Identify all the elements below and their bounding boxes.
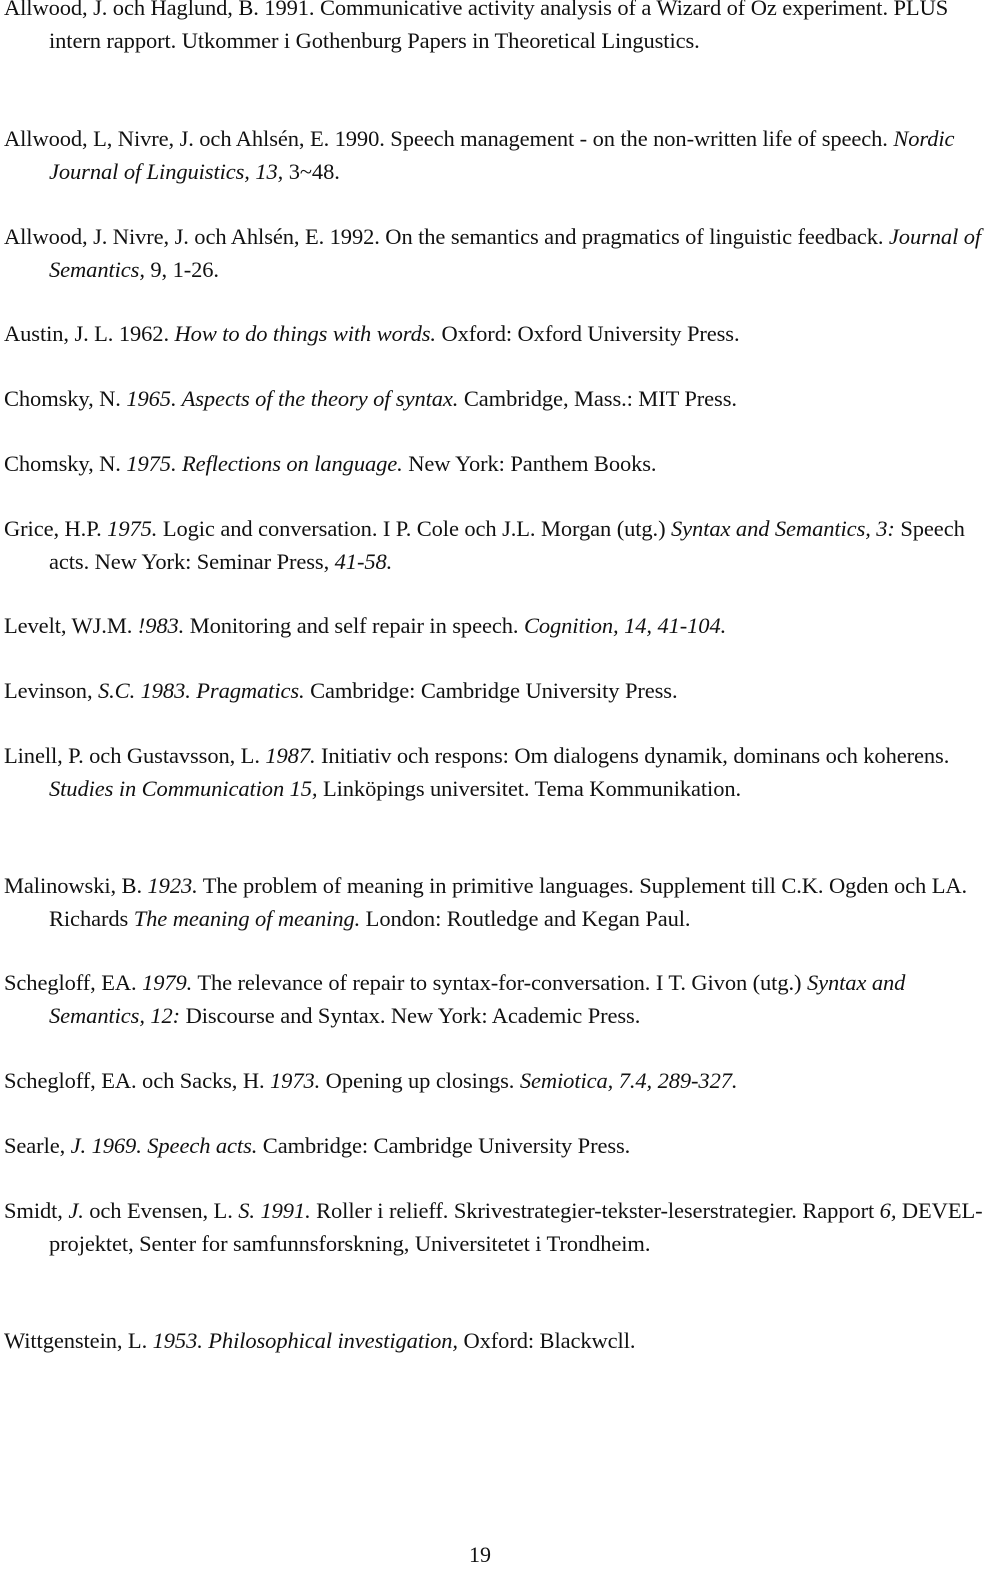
reference-text: Linell, P. och Gustavsson, L.	[4, 743, 266, 768]
reference-text: Oxford: Oxford University Press.	[435, 321, 740, 346]
reference-entry	[4, 0, 999, 57]
reference-entry	[4, 1195, 999, 1260]
reference-entry	[4, 740, 999, 805]
reference-italic-text: J.	[68, 1198, 84, 1223]
reference-text: Monitoring and self repair in speech.	[184, 613, 524, 638]
reference-text: Austin, J. L. 1962.	[4, 321, 175, 346]
reference-text: Logic and conversation. I P. Cole och J.L. Morgan (utg.)	[157, 516, 672, 541]
reference-italic-text: S. 1991.	[238, 1198, 311, 1223]
reference-italic-text: J. 1969. Speech acts.	[70, 1133, 258, 1158]
reference-text: Schegloff, EA.	[4, 970, 143, 995]
reference-text: Chomsky, N.	[4, 386, 127, 411]
reference-text: Schegloff, EA. och Sacks, H.	[4, 1068, 271, 1093]
reference-italic-text: The meaning of meaning.	[133, 905, 361, 931]
reference-entry	[4, 1065, 999, 1098]
reference-text: Levinson,	[4, 678, 98, 703]
reference-italic-text: 6,	[879, 1198, 897, 1223]
reference-italic-text: 41-58.	[334, 548, 393, 574]
reference-italic-text: 1953. Philosophical investigation,	[152, 1328, 458, 1353]
reference-text: The relevance of repair to syntax-for-conversation. I T. Givon (utg.)	[192, 970, 807, 995]
reference-text: Searle,	[4, 1133, 71, 1158]
reference-text: Chomsky, N.	[4, 451, 127, 476]
page-number: 19	[469, 1542, 491, 1567]
reference-italic-text: 1975.	[107, 516, 158, 541]
reference-italic-text: Journal of Semantics,	[49, 224, 982, 282]
reference-entry	[4, 318, 999, 351]
reference-italic-text: 1975. Reflections on language.	[126, 451, 403, 476]
reference-entry	[4, 383, 999, 416]
reference-text: Grice, H.P.	[4, 516, 108, 541]
reference-text: Allwood, J. och Haglund, B. 1991. Communicative activity analysis of a Wizard of Oz experiment. PLUS intern rapport. Utkommer i Gothenburg Papers in Theoretical Lingustics.	[4, 0, 949, 53]
reference-text: Malinowski, B.	[4, 873, 148, 898]
reference-italic-text: 1979.	[142, 970, 193, 995]
reference-italic-text: 1923.	[147, 873, 198, 898]
reference-text: Allwood, L, Nivre, J. och Ahlsén, E. 1990. Speech management - on the non-written life of speech.	[4, 126, 894, 151]
reference-text: Wittgenstein, L.	[4, 1328, 153, 1353]
reference-italic-text: Nordic Journal of Linguistics, 13,	[49, 126, 955, 184]
reference-italic-text: Semiotica, 7.4, 289-327.	[519, 1068, 738, 1093]
reference-italic-text: How to do things with words.	[174, 321, 436, 346]
reference-entry	[4, 610, 999, 643]
reference-italic-text: Syntax and Semantics, 3:	[671, 516, 895, 541]
reference-text: DEVEL-projektet, Senter for samfunnsforskning, Universitetet i Trondheim.	[49, 1198, 983, 1256]
reference-entry	[4, 1325, 999, 1358]
reference-entry	[4, 675, 999, 708]
reference-text: New York: Panthem Books.	[402, 451, 657, 476]
reference-italic-text: Studies in Communication 15,	[49, 775, 318, 801]
reference-text: Oxford: Blackwcll.	[457, 1328, 636, 1353]
reference-italic-text: !983.	[137, 613, 185, 638]
reference-entry	[4, 513, 999, 578]
reference-text: Smidt,	[4, 1198, 69, 1223]
reference-text: London: Routledge and Kegan Paul.	[360, 905, 691, 931]
reference-text: Cambridge, Mass.: MIT Press.	[458, 386, 737, 411]
reference-entry	[4, 123, 999, 188]
reference-text: 3~48.	[283, 158, 340, 184]
reference-entry	[4, 1130, 999, 1163]
reference-entry	[4, 870, 999, 935]
reference-text: och Evensen, L.	[83, 1198, 239, 1223]
reference-text: The problem of meaning in primitive languages. Supplement till C.K. Ogden och LA. Richards	[49, 873, 968, 931]
reference-italic-text: Cognition, 14, 41-104.	[523, 613, 727, 638]
reference-text: Cambridge: Cambridge University Press.	[304, 678, 678, 703]
reference-text: Speech acts. New York: Seminar Press,	[49, 516, 965, 574]
reference-italic-text: S.C. 1983. Pragmatics.	[98, 678, 305, 703]
reference-italic-text: 1965. Aspects of the theory of syntax.	[126, 386, 459, 411]
reference-text: Allwood, J. Nivre, J. och Ahlsén, E. 1992. On the semantics and pragmatics of linguistic feedback.	[4, 224, 889, 249]
reference-text: Opening up closings.	[320, 1068, 520, 1093]
reference-text: Cambridge: Cambridge University Press.	[257, 1133, 631, 1158]
reference-text: Linköpings universitet. Tema Kommunikation.	[317, 775, 742, 801]
reference-text: Roller i relieff. Skrivestrategier-tekster-leserstrategier. Rapport	[310, 1198, 880, 1223]
reference-text: 9, 1-26.	[144, 256, 219, 282]
reference-text: Levelt, WJ.M.	[4, 613, 138, 638]
reference-entry	[4, 448, 999, 481]
reference-text: Initiativ och respons: Om dialogens dynamik, dominans och koherens.	[315, 743, 950, 768]
reference-italic-text: Syntax and Semantics, 12:	[49, 970, 906, 1028]
reference-text: Discourse and Syntax. New York: Academic Press.	[180, 1002, 641, 1028]
reference-entry	[4, 221, 999, 286]
reference-italic-text: 1973.	[270, 1068, 321, 1093]
reference-entry	[4, 967, 999, 1032]
reference-italic-text: 1987.	[265, 743, 316, 768]
